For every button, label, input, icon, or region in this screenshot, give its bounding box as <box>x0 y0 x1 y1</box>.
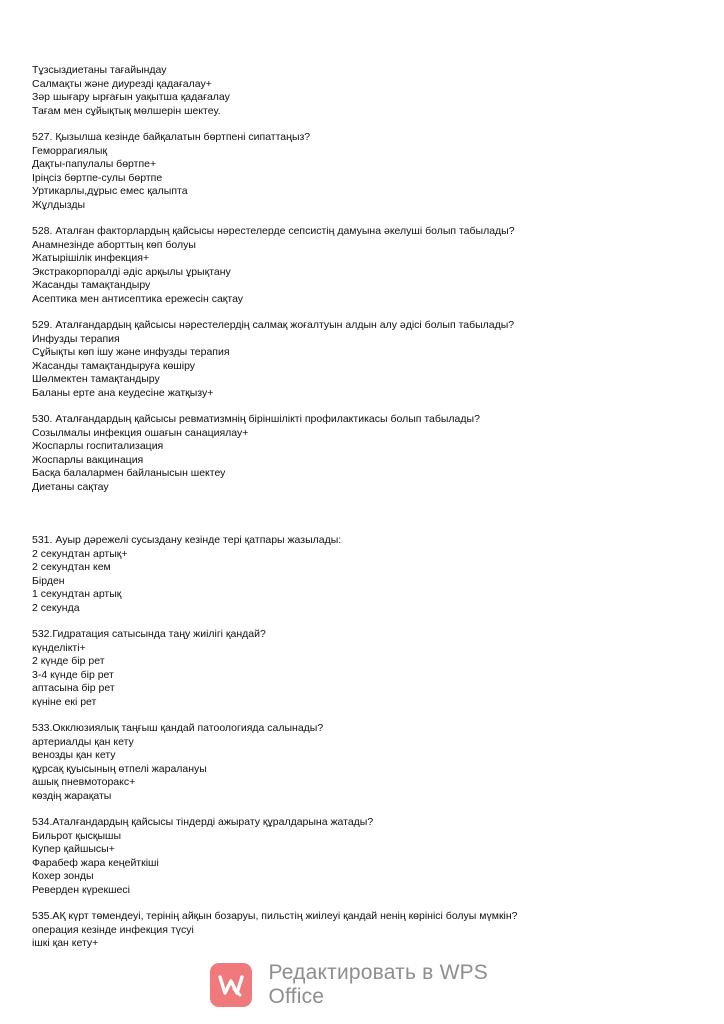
text-line: Фарабеф жара кеңейткіші <box>32 856 159 869</box>
text-line: венозды қан кету <box>32 749 116 761</box>
question-block <box>32 225 702 306</box>
text-line: Жасанды тамақтандыру <box>32 279 151 291</box>
wps-edit-label[interactable]: Редактировать в WPS Office <box>268 961 489 1008</box>
question-block <box>32 816 702 897</box>
text-line: Бірден <box>32 574 65 587</box>
text-line: Бильрот қысқышы <box>32 829 122 842</box>
text-line: операция кезінде инфекция түсуі <box>32 923 194 936</box>
text-line: 2 күнде бір рет <box>32 655 105 667</box>
question-text: 535.АҚ күрт төмендеуі, терінің айқын бозаруы, пильстің жиілеуі қандай ненің көрінісі болуы мүмкін? <box>32 910 518 922</box>
question-block <box>32 319 702 400</box>
question-text: 533.Окклюзиялық таңғыш қандай патоологияда салынады? <box>32 722 324 734</box>
text-line: Кохер зонды <box>32 870 94 882</box>
text-line: Шөлмектен тамақтандыру <box>32 373 160 385</box>
blank-space <box>32 507 702 534</box>
text-line: Жоспарлы вакцинация <box>32 453 144 466</box>
text-line: Анамнезінде аборттың көп болуы <box>32 238 196 251</box>
text-line: Зәр шығару ырғағын уақытша қадағалау <box>32 91 230 103</box>
text-line: Экстракорпоралді әдіс арқылы ұрықтану <box>32 265 231 278</box>
text-line: Жұлдызды <box>32 198 86 211</box>
text-line: 2 секундтан артық+ <box>32 547 128 560</box>
question-block <box>32 131 702 212</box>
question-block <box>32 64 702 118</box>
text-line: Реверден күрекшесі <box>32 883 130 896</box>
text-line: ашық пневмоторакс+ <box>32 776 136 788</box>
wps-w-icon <box>216 970 246 1000</box>
question-text: 527. Қызылша кезінде байқалатын бөртпені сипаттаңыз? <box>32 131 311 143</box>
question-text: 534.Аталғандардың қайсысы тіндерді ажырату құралдарына жатады? <box>32 816 374 828</box>
text-line: Дақты-папулалы бөртпе+ <box>32 158 157 170</box>
text-line: көздің жарақаты <box>32 789 112 802</box>
text-line: Жатырішілік инфекция+ <box>32 252 150 264</box>
question-block <box>32 722 702 803</box>
text-line: Сұйықты көп ішу және инфузды терапия <box>32 346 230 358</box>
text-line: Уртикарлы,дұрыс емес қалыпта <box>32 185 188 197</box>
text-line: ішкі қан кету+ <box>32 937 99 949</box>
document-page <box>32 64 702 964</box>
question-block <box>32 413 702 494</box>
question-block <box>32 534 702 615</box>
text-line: Созылмалы инфекция ошағын санациялау+ <box>32 426 249 439</box>
text-line: 3-4 күнде бір рет <box>32 668 114 681</box>
text-line: Инфузды терапия <box>32 332 120 345</box>
text-line: Жасанды тамақтандыруға көшіру <box>32 359 196 372</box>
text-line: құрсақ қуысының өтпелі жаралануы <box>32 762 207 775</box>
text-line: Тұзсыздиетаны тағайындау <box>32 64 167 76</box>
question-text: 531. Ауыр дәрежелі сусыздану кезінде тері қатпары жазылады: <box>32 534 342 546</box>
text-line: 1 секундтан артық <box>32 588 122 600</box>
text-line: Асептика мен антисептика ережесін сақтау <box>32 292 244 305</box>
text-line: Диетаны сақтау <box>32 480 109 493</box>
text-line: Геморрагиялық <box>32 144 108 157</box>
text-line: Іріңсіз бөртпе-сулы бөртпе <box>32 171 163 184</box>
text-line: 2 секундтан кем <box>32 561 111 573</box>
text-line: күніне екі рет <box>32 695 97 708</box>
wps-edit-banner[interactable] <box>210 960 540 1010</box>
text-line: Жоспарлы госпитализация <box>32 440 164 452</box>
question-block <box>32 910 702 951</box>
text-line: Тағам мен сұйықтық мөлшерін шектеу. <box>32 104 221 117</box>
text-line: Купер қайшысы+ <box>32 843 115 855</box>
question-text: 530. Аталғандардың қайсысы ревматизмнің біріншілікті профилактикасы болып табылады? <box>32 413 480 425</box>
question-block <box>32 628 702 709</box>
question-text: 532.Гидратация сатысында таңу жиілігі қандай? <box>32 628 266 640</box>
question-text: 529. Аталғандардың қайсысы нәрестелердің салмақ жоғалтуын алдын алу әдісі болып табылады? <box>32 319 515 331</box>
question-text: 528. Аталған факторлардың қайсысы нәрестелерде сепсистің дамуына әкелуші болып табылады? <box>32 225 515 237</box>
text-line: артериалды қан кету <box>32 735 134 748</box>
text-line: аптасына бір рет <box>32 682 115 694</box>
text-line: Баланы ерте ана кеудесіне жатқызу+ <box>32 386 214 399</box>
text-line: күнделікті+ <box>32 641 86 654</box>
text-line: Басқа балалармен байланысын шектеу <box>32 467 226 479</box>
text-line: 2 секунда <box>32 601 80 614</box>
wps-logo-icon <box>210 963 252 1007</box>
text-line: Салмақты және диурезді қадағалау+ <box>32 77 212 90</box>
